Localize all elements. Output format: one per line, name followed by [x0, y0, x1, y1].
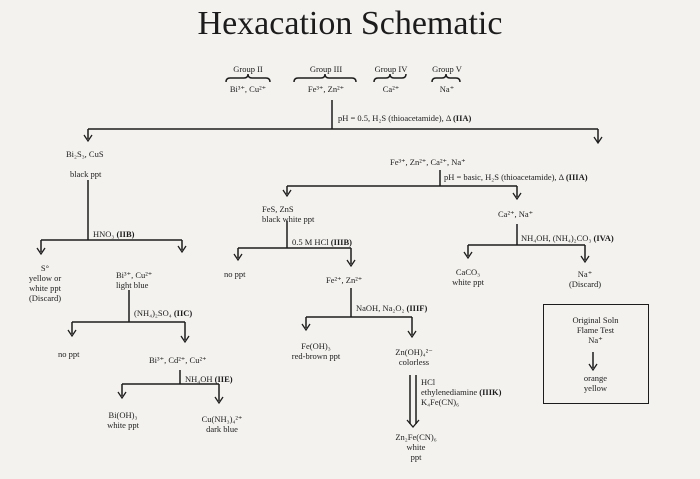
node-bi2s3-cus: Bi₂S₃, CuS [66, 149, 104, 159]
node-black-ppt: black ppt [70, 169, 102, 179]
flame-test-heading: Original Soln Flame Test [572, 315, 619, 335]
reagent-iie: NH₄OH (IIE) [185, 374, 233, 384]
node-bi-cu: Bi³⁺, Cu²⁺ light blue [116, 270, 153, 290]
flame-test-box [543, 304, 649, 404]
group-ii-brace [226, 74, 270, 82]
reagent-iia: pH = 0.5, H₂S (thioacetamide), Δ (IIA) [338, 113, 472, 123]
node-bioh3: Bi(OH)₃ white ppt [107, 410, 139, 430]
node-bi-cd-cu: Bi³⁺, Cd²⁺, Cu²⁺ [149, 355, 207, 365]
node-no-ppt-1: no ppt [224, 269, 246, 279]
reagent-iiif: NaOH, Na₂O₂ (IIIF) [356, 303, 428, 313]
group-v-label: Group V [432, 64, 462, 74]
group-v-ions: Na⁺ [439, 84, 455, 94]
node-znoh4: Zn(OH)₄²⁻ colorless [395, 347, 433, 367]
reagent-iib: HNO₃ (IIB) [93, 229, 135, 239]
group-iv-brace [374, 74, 406, 82]
reagent-iva: NH₄OH, (NH₄)₂CO₃ (IVA) [521, 233, 614, 243]
node-na-discard: Na⁺ (Discard) [568, 269, 602, 289]
reagent-iic: (NH₄)₂SO₄ (IIC) [134, 308, 193, 318]
node-cunh3: Cu(NH₃)₄²⁺ dark blue [201, 414, 243, 434]
reagent-iiib: 0.5 M HCl (IIIB) [292, 237, 352, 247]
reagent-iiia: pH = basic, H₂S (thioacetamide), Δ (IIIA) [444, 172, 588, 182]
node-fe-zn-2: Fe²⁺, Zn²⁺ [326, 275, 363, 285]
group-ii-ions: Bi³⁺, Cu²⁺ [229, 84, 267, 94]
page-title: Hexacation Schematic [197, 5, 503, 42]
node-no-ppt-2: no ppt [58, 349, 80, 359]
node-fes-zns: FeS, ZnS black white ppt [262, 204, 315, 224]
flame-test-result: orange yellow [583, 373, 608, 393]
flame-test-ion: Na⁺ [588, 335, 603, 345]
node-caco3: CaCO₃ white ppt [452, 267, 484, 287]
group-iv-label: Group IV [374, 64, 408, 74]
group-iii-label: Group III [309, 64, 343, 74]
node-feoh3: Fe(OH)₃ red-brown ppt [291, 341, 341, 361]
group-iv-ions: Ca²⁺ [382, 84, 400, 94]
node-fe-zn-ca-na: Fe³⁺, Zn²⁺, Ca²⁺, Na⁺ [390, 157, 466, 167]
reagent-iiik: HCl ethylenediamine (IIIK) K₄Fe(CN)₆ [421, 377, 502, 407]
node-zn2fecn6: Zn₂Fe(CN)₆ white ppt [395, 432, 437, 462]
group-v-brace [432, 74, 460, 82]
node-ca-na: Ca²⁺, Na⁺ [498, 209, 534, 219]
group-ii-label: Group II [233, 64, 263, 74]
group-iii-brace [294, 74, 356, 82]
group-iii-ions: Fe³⁺, Zn²⁺ [307, 84, 345, 94]
node-sulfur: S° yellow or white ppt (Discard) [28, 263, 62, 303]
